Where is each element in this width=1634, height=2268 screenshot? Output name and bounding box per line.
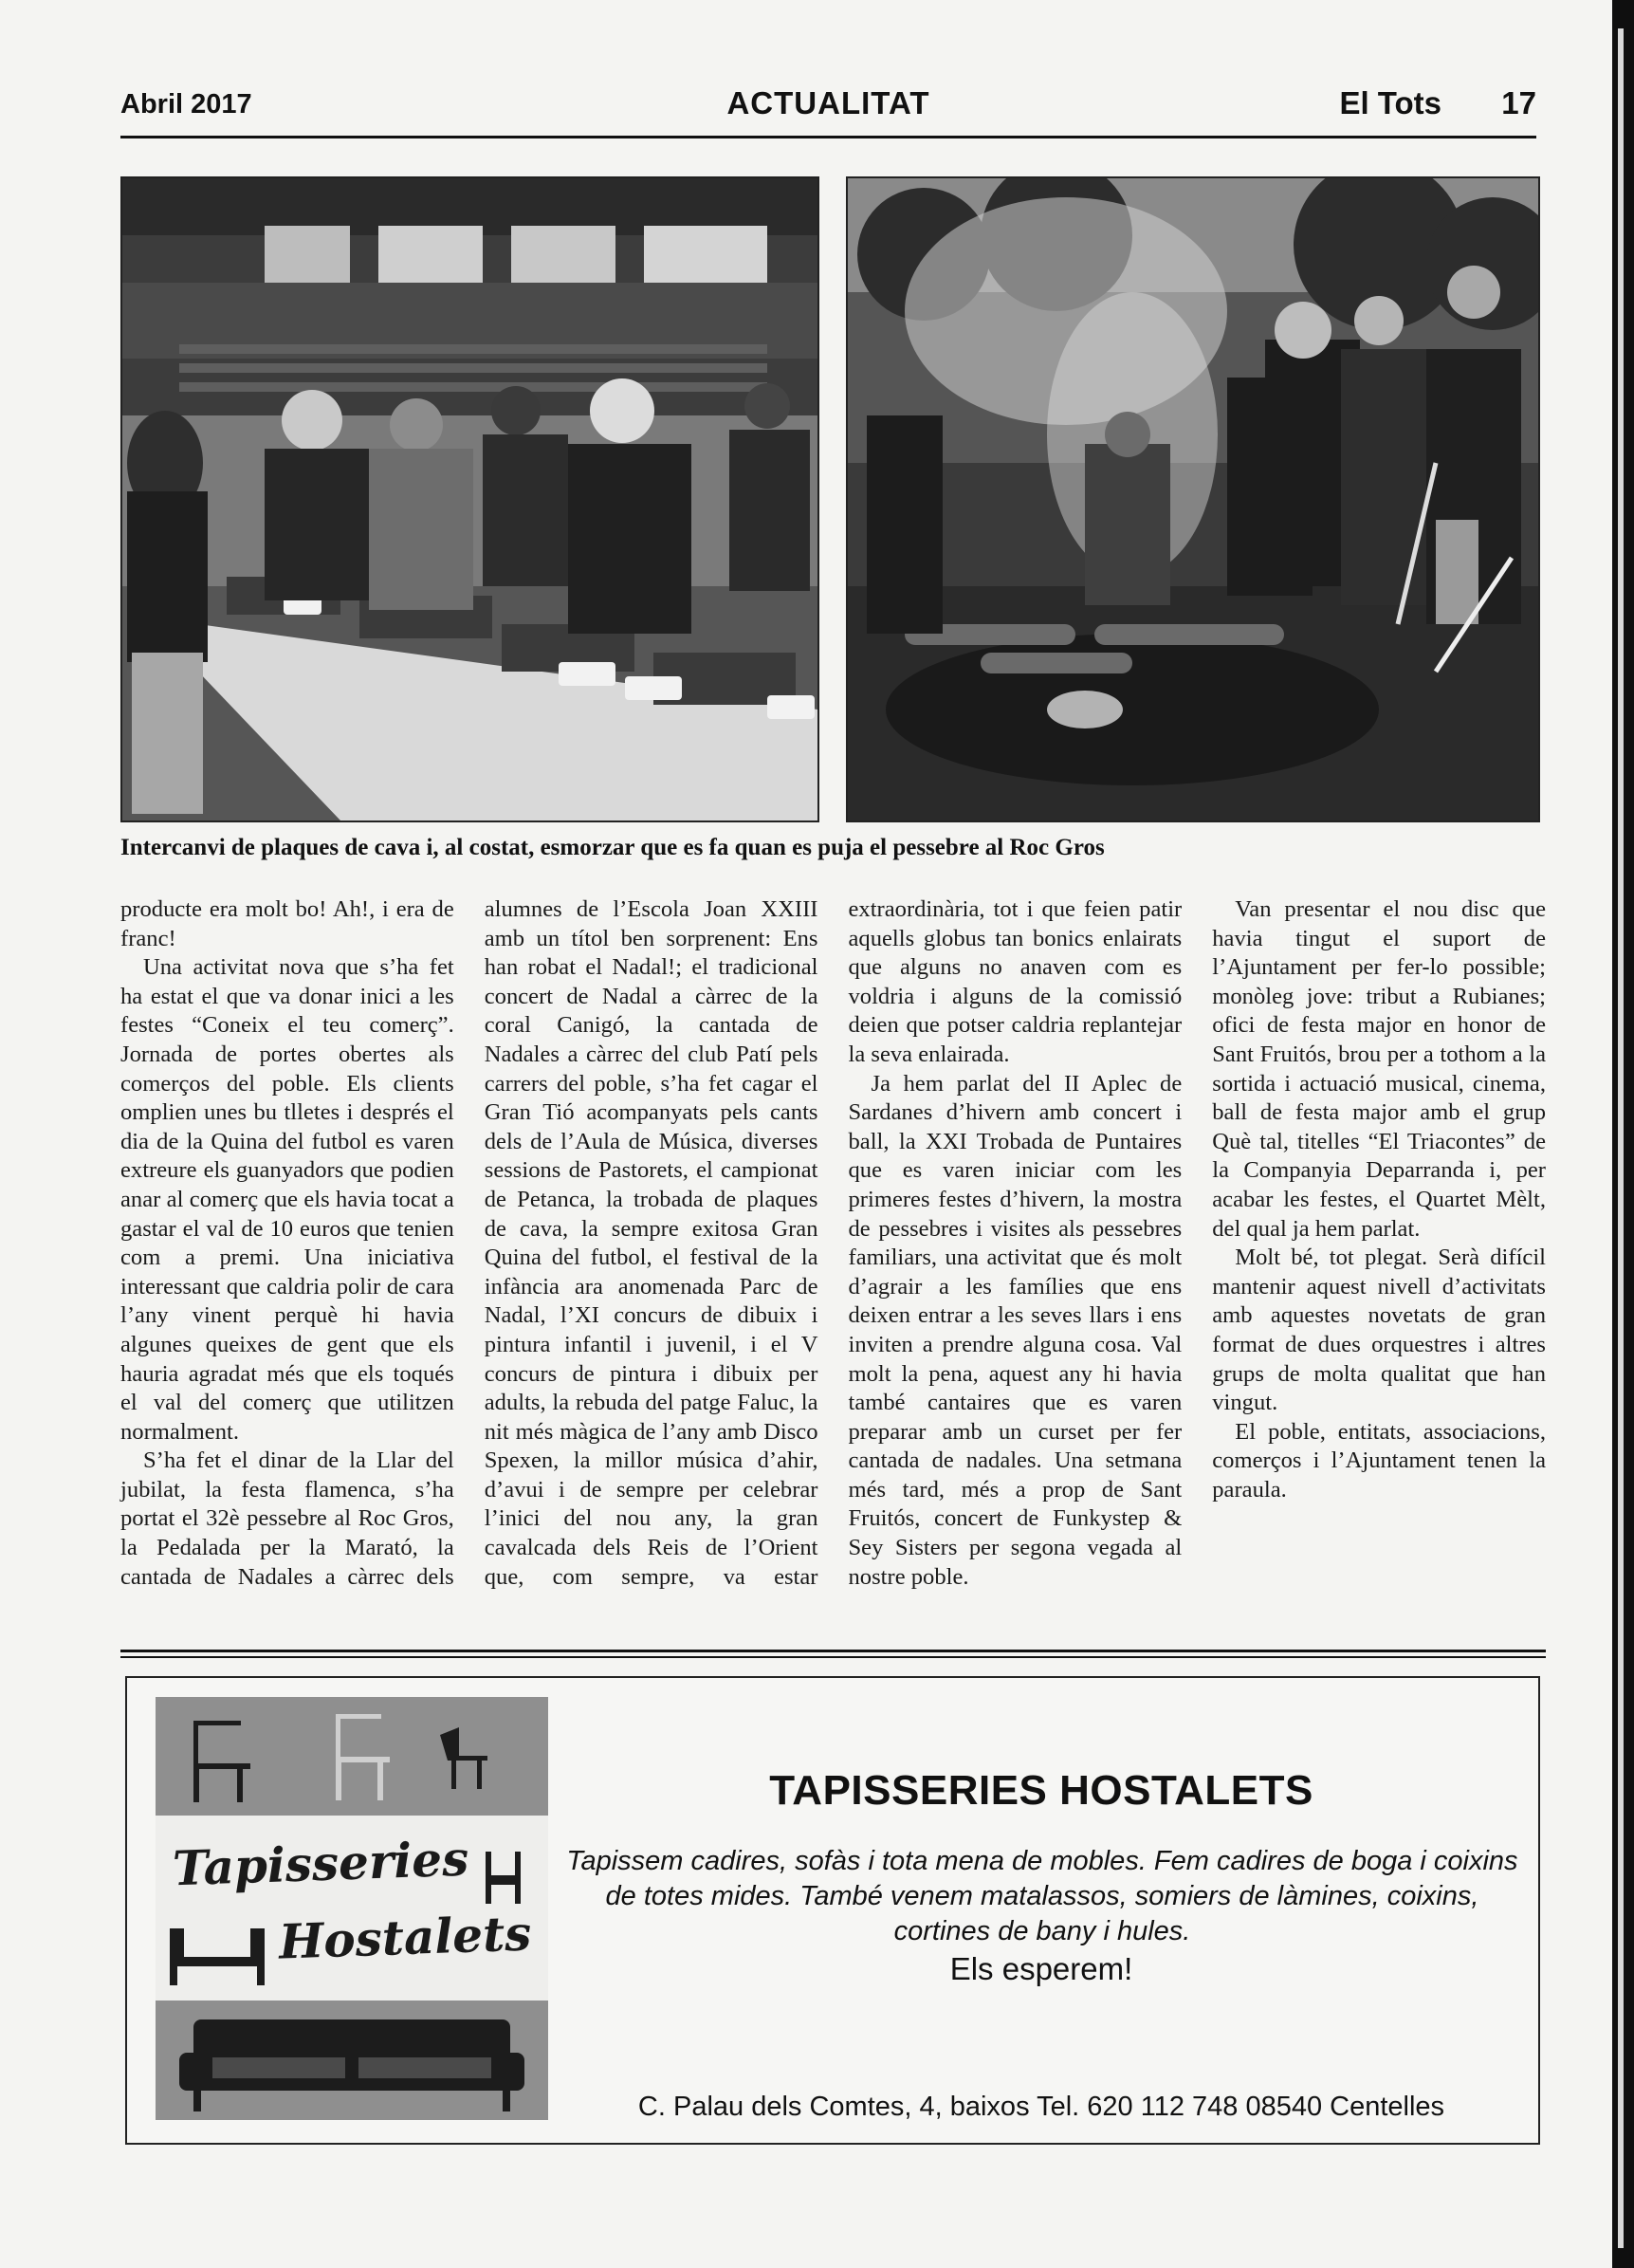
scan-edge bbox=[1612, 0, 1634, 2268]
photo-roc-gros-breakfast bbox=[846, 176, 1540, 822]
article-paragraph: S’ha fet el dinar de la Llar del jubilat, la festa flamenca, s’ha portat el 32è pessebre al Roc Gros, la Pedalada per la Marató, la cantada de Nadales a càrrec dels alumnes de l’Escola Joan XXIII amb un títol ben sorprenent: Ens han robat el Nadal!; el tradicional concert de Nadal a càrrec de la coral Canigó, la cantada de Nadales a càrrec del club Patí pels carrers del poble, s’ha fet cagar el Gran Tió acompanyats pels cants dels de l’Aula de Música, diverses sessions de Pastorets, el campionat de Petanca, la trobada de plaques de cava, la sempre exitosa Gran Quina del futbol, el festival de la infància ara anomenada Parc de Nadal, l’XI concurs de dibuix i pintura infantil i juvenil, i el V concurs de pintura i dibuix per adults, la rebuda del patge Faluc, la nit més màgica de l’any amb Disco Spexen, la millor música d’ahir, d’avui i de sempre per celebrar l’inici del nou any, la gran cavalcada dels Reis de l’Orient que, com sempre, va estar extraordinària, tot i que feien patir aquells globus tan bonics enlairats que alguns no anaven com es voldria i alguns de la comissió deien que potser caldria replantejar la seva enlairada. bbox=[120, 896, 1183, 1590]
logo-sofa-band bbox=[156, 2001, 548, 2120]
ad-title: TAPISSERIES HOSTALETS bbox=[769, 1767, 1313, 1814]
page-header bbox=[120, 83, 1536, 137]
page-number: 17 bbox=[1501, 85, 1536, 120]
issue-date: Abril 2017 bbox=[120, 89, 252, 120]
logo-line-2: Hostalets bbox=[278, 1905, 533, 1970]
chair-icon bbox=[478, 1847, 525, 1904]
article-paragraph: Una activitat nova que s’ha fet ha estat el que va donar inici a les festes “Coneix el teu comerç”. Jornada de portes obertes als comerços del poble. Els clients omplien unes bu tlletes i després el dia de la Quina del futbol es varen extreure els guanyadors que podien anar al comerç que els havia tocat a gastar el val de 10 euros que tenien com a premi. Una iniciativa interessant que caldria polir de cara l’any vinent perquè hi havia algunes queixes de gent que els hauria agradat més que els toqués el val del comerç que utilitzen normalment. bbox=[120, 954, 454, 1445]
section-divider bbox=[120, 1650, 1546, 1652]
chair-icon bbox=[156, 1697, 548, 1816]
article-paragraph: Ja hem parlat del II Aplec de Sardanes d’hivern amb concert i ball, la XXI Trobada de Puntaires que es varen iniciar com les primeres festes d’hivern, la mostra de pessebres i visites als pessebres familiars, una activitat que és molt d’agrair a les famílies que ens deixen entrar a les seves llars i ens inviten a prendre alguna cosa. Val molt la pena, aquest any hi havia també cantaires que es varen preparar amb un curset per fer cantada de nadales. Una setmana més tard, més a prop de Sant Fruitós, concert de Funkystep & Sey Sisters per segona vegada al nostre poble. bbox=[848, 1070, 1183, 1590]
armchair-icon bbox=[165, 1919, 269, 1985]
logo-chairs-band bbox=[156, 1697, 548, 1816]
ad-description: Tapissem cadires, sofàs i tota mena de mobles. Fem cadires de boga i coixins de totes mides. També venem matalassos, somiers de làmines, coixins, cortines de bany i hules. bbox=[566, 1846, 1518, 1946]
photo-cava-plates-exchange bbox=[120, 176, 819, 822]
advertisement-tapisseries-hostalets bbox=[125, 1676, 1540, 2145]
header-rule bbox=[120, 136, 1536, 138]
photo-roc-gros-image bbox=[848, 178, 1538, 821]
section-divider bbox=[120, 1656, 1546, 1658]
article-body bbox=[120, 895, 1546, 1626]
article-paragraph: Molt bé, tot plegat. Serà difícil mantenir aquest nivell d’activitats amb aquestes novetats de gran format de dues orquestres i altres grups de molta qualitat que han vingut. bbox=[1212, 1245, 1546, 1416]
article-paragraph: Van presentar el nou disc que havia tingut el suport de l’Ajuntament per fer-lo possible; monòleg jove: tribut a Rubianes; ofici de festa major en honor de Sant Fruitós, brou per a tothom a la sortida i actuació musical, cinema, ball de festa major amb el grup Què tal, titelles “El Triacontes” de la Companyia Deparranda i, per acabar les festes, el Quartet Mèlt, del qual ja hem parlat. bbox=[1212, 896, 1546, 1242]
ad-address: C. Palau dels Comtes, 4, baixos Tel. 620 112 748 08540 Centelles bbox=[637, 2092, 1445, 2122]
article-paragraph: El poble, entitats, associacions, comerços i l’Ajuntament tenen la paraula. bbox=[1212, 1418, 1546, 1503]
photo-cava-plates-image bbox=[122, 178, 817, 821]
article-paragraph: producte era molt bo! Ah!, i era de franc! bbox=[120, 896, 454, 951]
ad-call-to-action: Els esperem! bbox=[949, 1951, 1133, 1986]
photo-caption: Intercanvi de plaques de cava i, al costat, esmorzar que es fa quan es puja el pessebre al Roc Gros bbox=[120, 835, 1105, 860]
section-title: ACTUALITAT bbox=[726, 85, 930, 120]
logo-wordmark bbox=[156, 1828, 548, 1989]
publication-name: El Tots bbox=[1339, 85, 1441, 120]
sofa-icon bbox=[156, 2001, 548, 2120]
ad-logo bbox=[156, 1697, 548, 2120]
logo-line-1: Tapisseries bbox=[172, 1830, 470, 1897]
